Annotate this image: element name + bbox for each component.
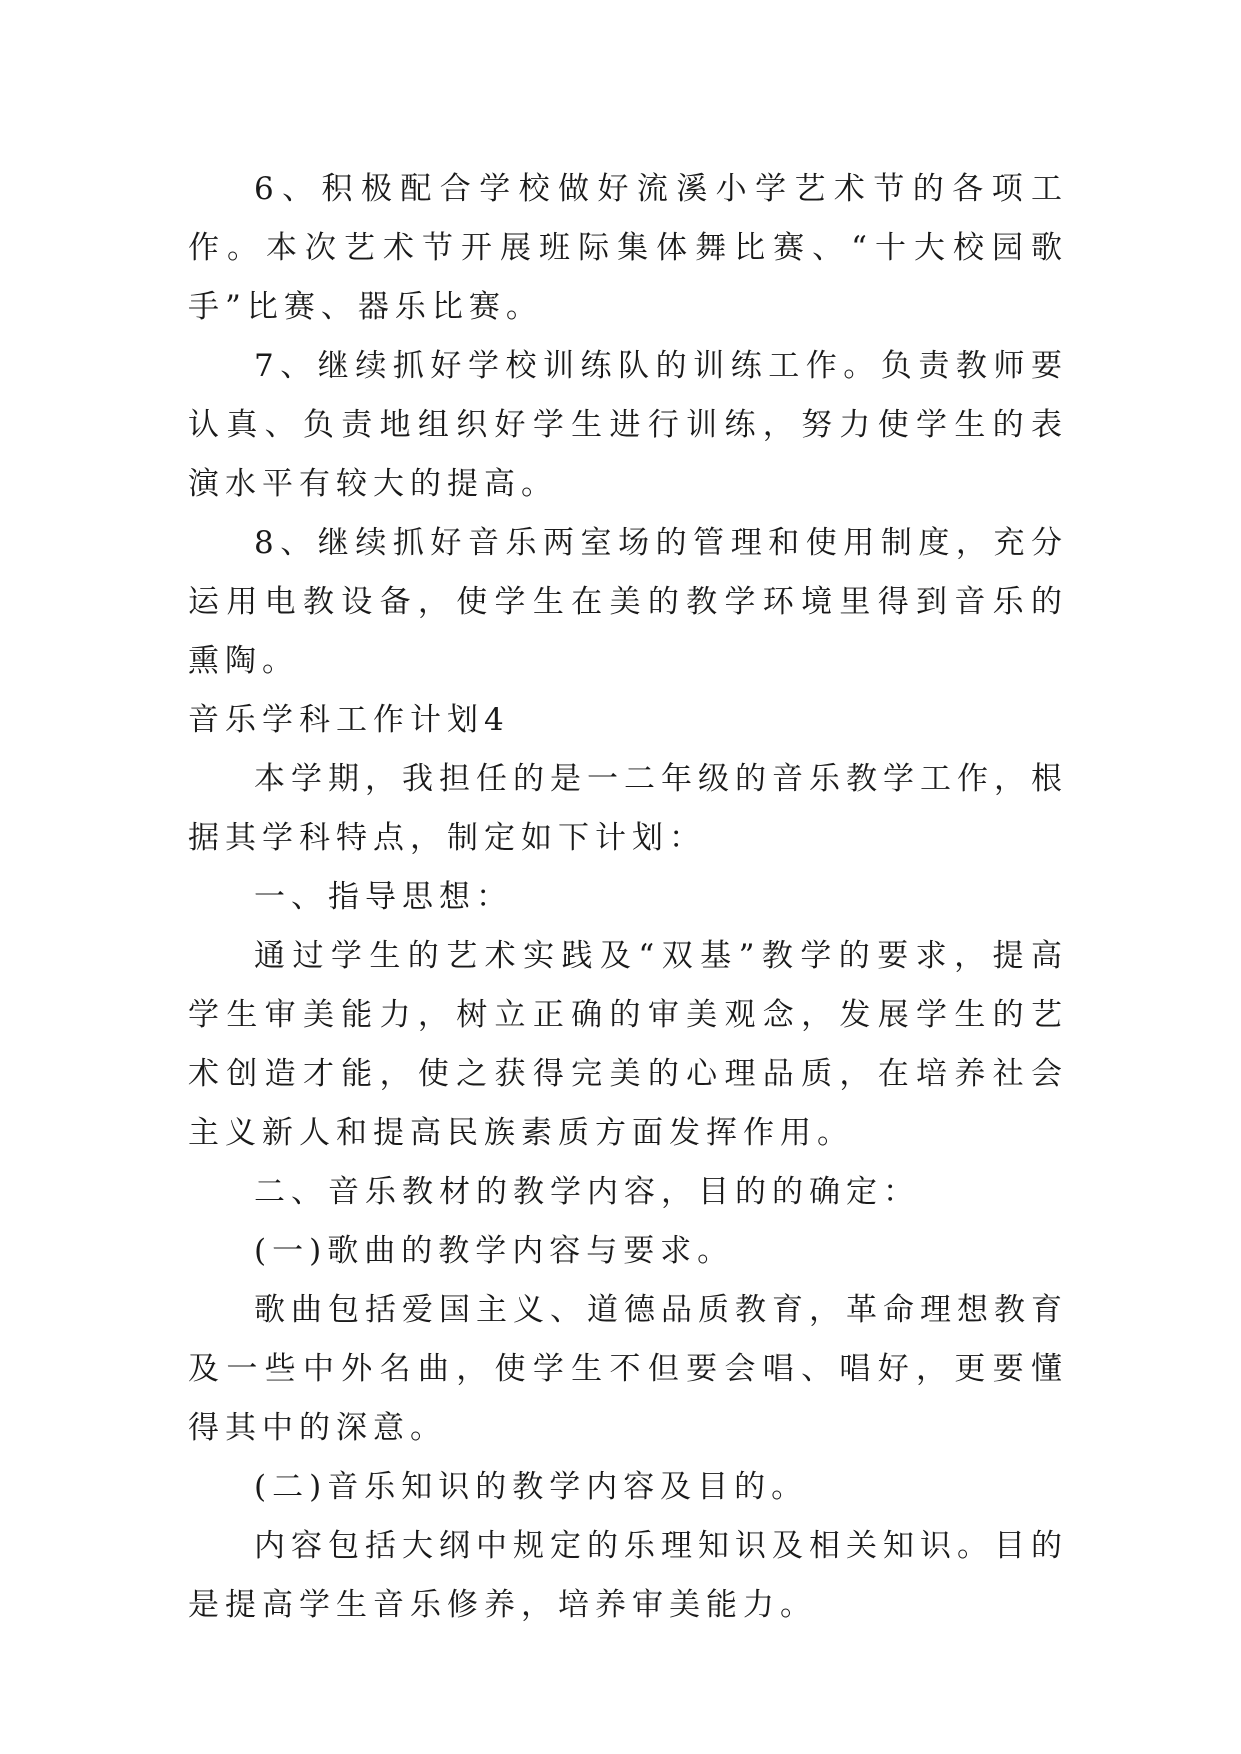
guiding-ideology-paragraph: 通过学生的艺术实践及“双基”教学的要求，提高学生审美能力，树立正确的审美观念，发展学生的艺术创造才能，使之获得完美的心理品质，在培养社会主义新人和提高民族素质方面发挥作用。 <box>188 938 1068 1151</box>
document-body <box>188 160 1068 1635</box>
paragraph-item-6: 6、积极配合学校做好流溪小学艺术节的各项工作。本次艺术节开展班际集体舞比赛、“十大校园歌手”比赛、器乐比赛。 <box>188 171 1068 325</box>
paragraph-item-7: 7、继续抓好学校训练队的训练工作。负责教师要认真、负责地组织好学生进行训练，努力使学生的表演水平有较大的提高。 <box>188 348 1068 502</box>
music-knowledge-paragraph: 内容包括大纲中规定的乐理知识及相关知识。目的是提高学生音乐修养，培养审美能力。 <box>188 1528 1068 1623</box>
subheading-music-knowledge: (二)音乐知识的教学内容及目的。 <box>254 1469 809 1505</box>
intro-paragraph: 本学期，我担任的是一二年级的音乐教学工作，根据其学科特点，制定如下计划： <box>188 761 1068 856</box>
songs-paragraph: 歌曲包括爱国主义、道德品质教育，革命理想教育及一些中外名曲，使学生不但要会唱、唱好，更要懂得其中的深意。 <box>188 1292 1068 1446</box>
section-title: 音乐学科工作计划4 <box>188 702 510 738</box>
subheading-teaching-content: 二、音乐教材的教学内容，目的的确定： <box>254 1174 920 1210</box>
subheading-songs: (一)歌曲的教学内容与要求。 <box>254 1233 735 1269</box>
subheading-guiding-ideology: 一、指导思想： <box>254 879 513 915</box>
paragraph-item-8: 8、继续抓好音乐两室场的管理和使用制度，充分运用电教设备，使学生在美的教学环境里得到音乐的熏陶。 <box>188 525 1068 679</box>
